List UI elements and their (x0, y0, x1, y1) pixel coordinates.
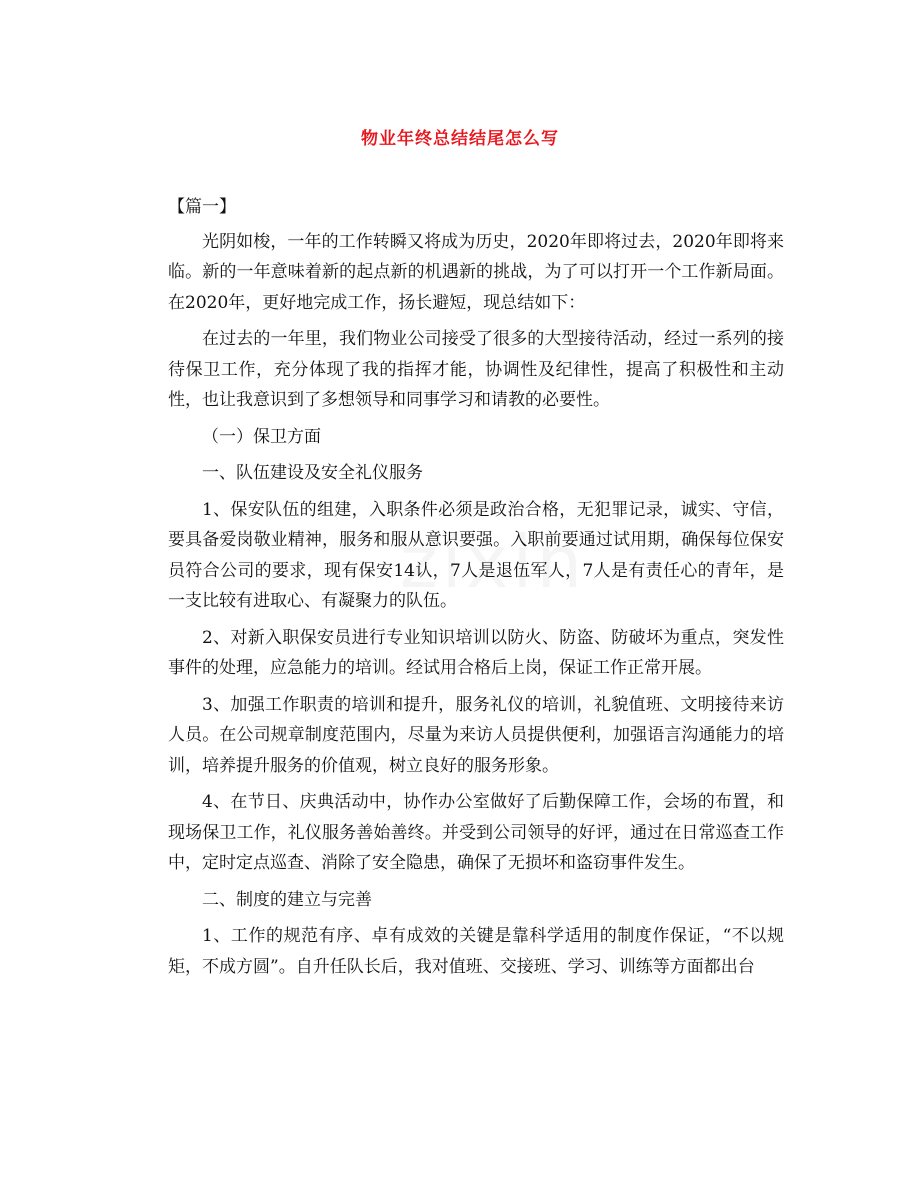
paragraph-intro-2: 在过去的一年里，我们物业公司接受了很多的大型接待活动，经过一系列的接待保卫工作，充分体现了我的指挥才能，协调性及纪律性，提高了积极性和主动性，也让我意识到了多想领导和同事学习和请教的必要性。 (168, 329, 784, 410)
paragraph-item-3: 3、加强工作职责的培训和提升，服务礼仪的培训，礼貌值班、文明接待来访人员。在公司规章制度范围内，尽量为来访人员提供便利，加强语言沟通能力的培训，培养提升服务的价值观，树立良好的服务形象。 (168, 694, 784, 776)
section-heading-1: 一、队伍建设及安全礼仪服务 (202, 463, 423, 483)
subsection-heading: （一）保卫方面 (202, 426, 321, 447)
paragraph-intro-1: 光阴如梭，一年的工作转瞬又将成为历史，2020年即将过去，2020年即将来临。新的一年意味着新的起点新的机遇新的挑战，为了可以打开一个工作新局面。在2020年，更好地完成工作，扬长避短，现总结如下： (168, 231, 784, 313)
paragraph-item-5: 1、工作的规范有序、卓有成效的关键是靠科学适用的制度作保证，“不以规矩，不成方圆”。自升任队长后，我对值班、交接班、学习、训练等方面都出台 (168, 926, 784, 977)
paragraph-item-2: 2、对新入职保安员进行专业知识培训以防火、防盗、防破坏为重点，突发性事件的处理，应急能力的培训。经试用合格后上岗，保证工作正常开展。 (168, 627, 784, 678)
document-title: 物业年终总结结尾怎么写 (361, 129, 559, 149)
section-label: 【篇一】 (168, 197, 236, 217)
document-body (168, 192, 784, 988)
paragraph-item-1: 1、保安队伍的组建，入职条件必须是政治合格，无犯罪记录，诚实、守信，要具备爱岗敬业精神，服务和服从意识要强。入职前要通过试用期，确保每位保安员符合公司的要求，现有保安14认，7人是退伍军人，7人是有责任心的青年，是一支比较有进取心、有凝聚力的队伍。 (168, 499, 784, 611)
section-heading-2: 二、制度的建立与完善 (202, 889, 372, 910)
paragraph-item-4: 4、在节日、庆典活动中，协作办公室做好了后勤保障工作，会场的布置，和现场保卫工作，礼仪服务善始善终。并受到公司领导的好评，通过在日常巡查工作中，定时定点巡查、消除了安全隐患，确保了无损坏和盗窃事件发生。 (168, 792, 784, 873)
